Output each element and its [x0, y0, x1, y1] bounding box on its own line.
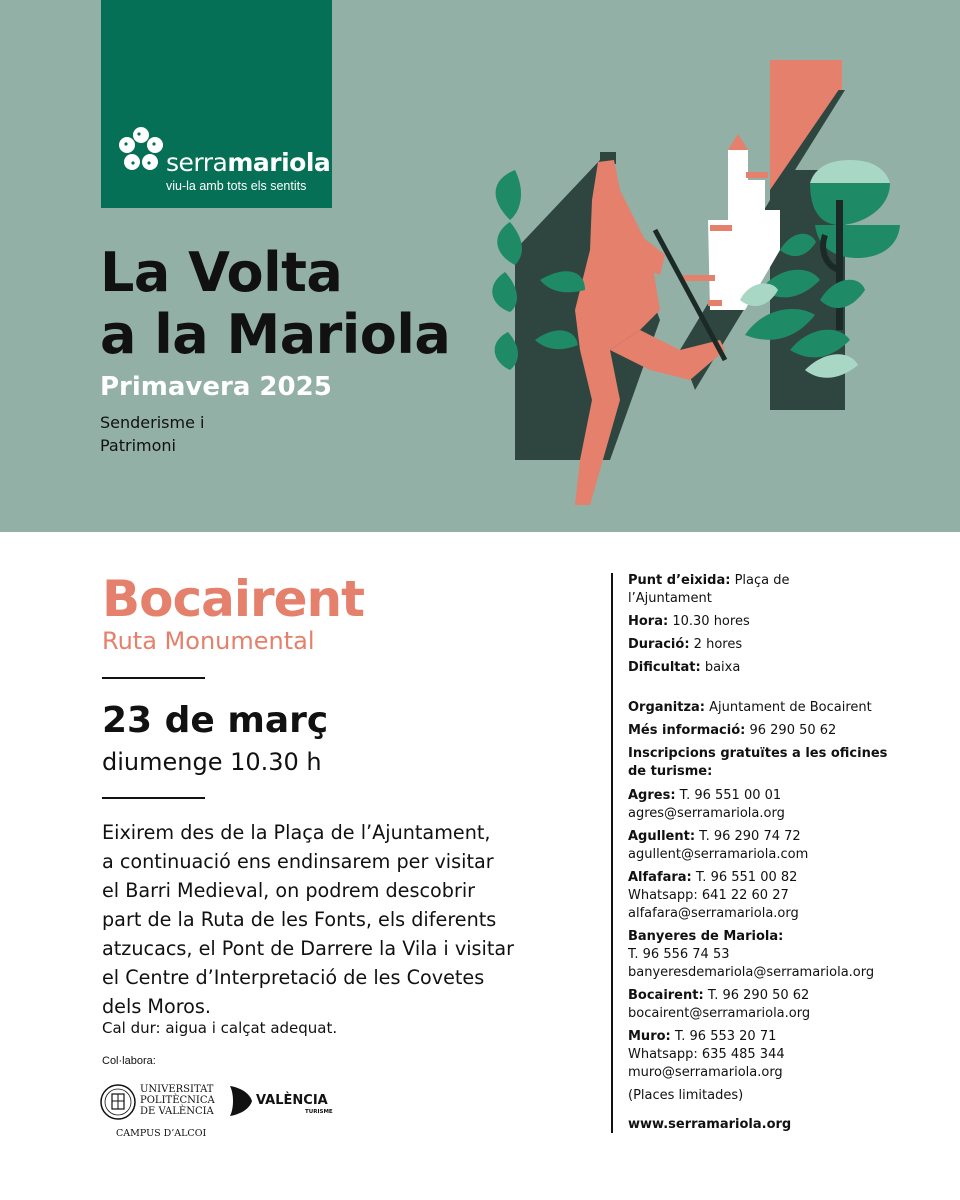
office-name: Banyeres de Mariola:: [628, 929, 784, 944]
start-value-1: Plaça de: [734, 573, 790, 588]
office-name: Muro:: [628, 1029, 671, 1044]
office-alfafara: [628, 869, 928, 923]
season-label: Primavera 2025: [100, 372, 332, 402]
brand-name: [166, 148, 330, 177]
start-label: Punt d’eixida:: [628, 573, 731, 588]
upv-seal-icon: [100, 1084, 136, 1120]
office-email: agullent@serramariola.com: [628, 847, 809, 862]
brand-name-bold: mariola: [227, 148, 331, 177]
office-name: Agullent:: [628, 829, 696, 844]
upv-line: DE VALÈNCIA: [140, 1106, 214, 1117]
start-point: [628, 572, 928, 608]
office-name: Bocairent:: [628, 988, 704, 1003]
route-name: Ruta Monumental: [102, 627, 315, 655]
brand-tagline: viu-la amb tots els sentits: [166, 179, 307, 193]
upv-name: [140, 1084, 215, 1117]
registration-heading: [628, 745, 928, 781]
vt-sub: TURISME: [305, 1109, 333, 1115]
page-title: [100, 242, 520, 366]
description-line: el Barri Medieval, on podrem descobrir: [102, 879, 476, 902]
collaborators-label: Col·labora:: [102, 1055, 156, 1067]
upv-campus: CAMPUS D’ALCOI: [116, 1128, 207, 1139]
hour-value: 10.30 hores: [672, 614, 750, 629]
office-whatsapp: Whatsapp: 641 22 60 27: [628, 888, 789, 903]
office-phone: T. 96 290 74 72: [699, 829, 801, 844]
website-link[interactable]: www.serramariola.org: [628, 1117, 792, 1132]
info-divider: [611, 573, 613, 1133]
more-info-value: 96 290 50 62: [749, 723, 837, 738]
organizer-row: [628, 699, 928, 717]
registration-line-2: de turisme:: [628, 764, 713, 779]
organizer-value: Ajuntament de Bocairent: [709, 700, 872, 715]
difficulty-label: Dificultat:: [628, 660, 701, 675]
flower-logo-icon: [117, 126, 165, 174]
subtitle-line-2: Patrimoni: [100, 436, 176, 455]
upv-line: POLITÈCNICA: [140, 1095, 215, 1106]
office-bocairent: [628, 987, 928, 1023]
subtitle-line-1: Senderisme i: [100, 413, 205, 432]
office-name: Alfafara:: [628, 870, 692, 885]
office-email: muro@serramariola.org: [628, 1065, 783, 1080]
description-line: Eixirem des de la Plaça de l’Ajuntament,: [102, 821, 491, 844]
limited-places: (Places limitades): [628, 1088, 744, 1103]
more-info-label: Més informació:: [628, 723, 746, 738]
event-time: diumenge 10.30 h: [102, 748, 322, 776]
vt-name: VALÈNCIA: [256, 1093, 328, 1108]
office-muro: [628, 1028, 928, 1082]
description-line: part de la Ruta de les Fonts, els diferents: [102, 908, 497, 931]
difficulty-value: baixa: [704, 660, 741, 675]
description-line: el Centre d’Interpretació de les Covetes: [102, 966, 485, 989]
brand-name-light: serra: [166, 148, 228, 177]
title-line-2: a la Mariola: [100, 303, 451, 366]
description-line: atzucacs, el Pont de Darrere la Vila i visitar: [102, 937, 515, 960]
office-whatsapp: Whatsapp: 635 485 344: [628, 1047, 785, 1062]
hour-label: Hora:: [628, 614, 669, 629]
valencia-turisme-logo: [228, 1084, 338, 1124]
needs-note: Cal dur: aigua i calçat adequat.: [102, 1019, 338, 1037]
hiker-illustration: [480, 50, 920, 520]
office-phone: T. 96 290 50 62: [707, 988, 810, 1003]
office-phone: T. 96 551 00 82: [695, 870, 798, 885]
subtitle: [100, 411, 300, 457]
divider-top: [102, 677, 205, 679]
description-line: dels Moros.: [102, 995, 212, 1018]
town-name: Bocairent: [102, 570, 365, 628]
office-banyeres: [628, 928, 928, 982]
office-email: bocairent@serramariola.org: [628, 1006, 811, 1021]
office-email: agres@serramariola.org: [628, 806, 785, 821]
office-email: banyeresdemariola@serramariola.org: [628, 965, 875, 980]
event-description: [102, 818, 582, 1021]
upv-line: UNIVERSITAT: [140, 1084, 214, 1095]
upv-logo: [100, 1082, 220, 1144]
registration-line-1: Inscripcions gratuïtes a les oficines: [628, 746, 888, 761]
duration-row: [628, 636, 928, 654]
office-agullent: [628, 828, 928, 864]
difficulty-row: [628, 659, 928, 677]
office-name: Agres:: [628, 788, 676, 803]
office-phone: T. 96 553 20 71: [674, 1029, 777, 1044]
more-info-row: [628, 722, 928, 740]
office-email: alfafara@serramariola.org: [628, 906, 799, 921]
duration-label: Duració:: [628, 637, 690, 652]
organizer-label: Organitza:: [628, 700, 706, 715]
valencia-turisme-mark-icon: [228, 1084, 254, 1118]
hour-row: [628, 613, 928, 631]
duration-value: 2 hores: [693, 637, 743, 652]
office-agres: [628, 787, 928, 823]
office-phone: T. 96 556 74 53: [628, 947, 730, 962]
divider-bottom: [102, 797, 205, 799]
start-value-2: l’Ajuntament: [628, 591, 712, 606]
description-line: a continuació ens endinsarem per visitar: [102, 850, 494, 873]
event-date: 23 de març: [102, 700, 329, 741]
office-phone: T. 96 551 00 01: [679, 788, 782, 803]
title-line-1: La Volta: [100, 241, 343, 304]
